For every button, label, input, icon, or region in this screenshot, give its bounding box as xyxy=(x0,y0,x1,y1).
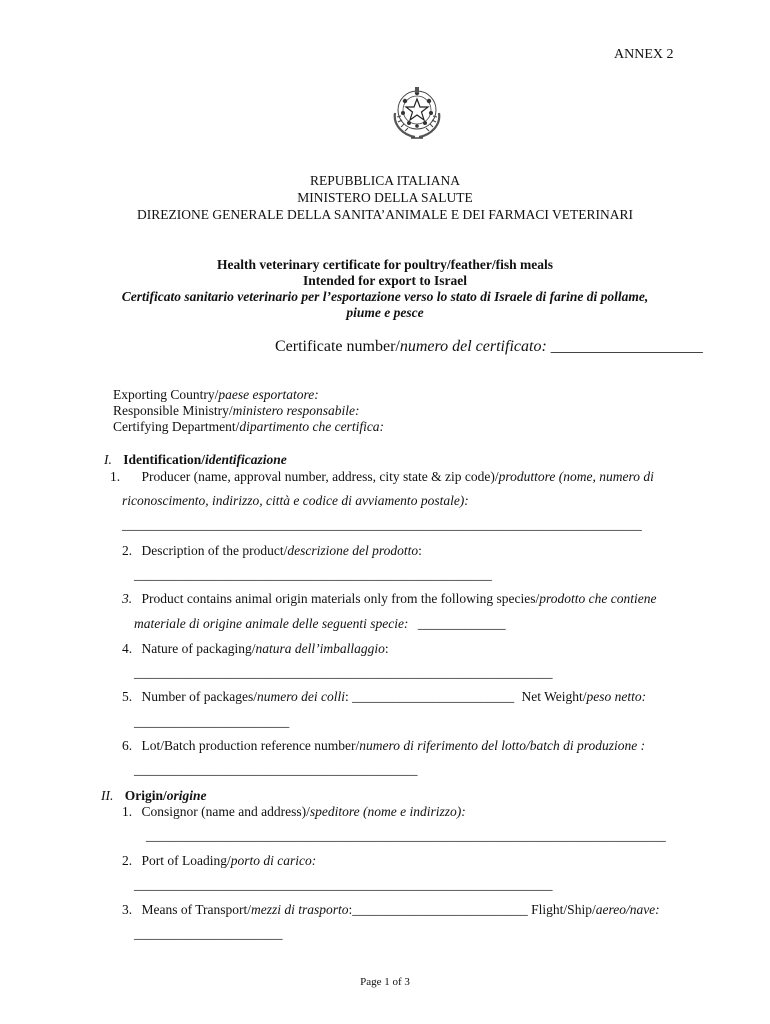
header-direction: DIREZIONE GENERALE DELLA SANITA’ANIMALE E DEI FARMACI VETERINARI xyxy=(137,207,633,222)
consignor-label: Consignor (name and address)/ xyxy=(141,804,310,819)
section-numeral: II. xyxy=(101,788,114,803)
product-description-field[interactable]: _____________________________________________________ xyxy=(134,567,492,582)
packaging-row xyxy=(122,641,389,657)
packages-row xyxy=(122,689,646,705)
port-of-loading-field[interactable]: ______________________________________________________________ xyxy=(134,877,553,892)
transport-label-it: mezzi di trasporto xyxy=(251,902,349,917)
colon: : xyxy=(348,902,353,917)
flight-ship-field[interactable]: ______________________ xyxy=(134,926,283,941)
producer-row xyxy=(110,469,654,485)
section-origin-heading xyxy=(101,788,207,804)
item-number: 3. xyxy=(122,591,133,606)
responsible-ministry-row xyxy=(113,403,360,419)
item-number: 3. xyxy=(122,902,133,917)
net-weight-label-it: peso netto: xyxy=(586,689,647,704)
transport-row xyxy=(122,902,660,918)
producer-label-it: produttore (nome, numero di xyxy=(498,469,654,484)
producer-field[interactable]: _____________________________________________________________________________ xyxy=(122,517,642,532)
item-number: 2. xyxy=(122,853,133,868)
exporting-country-label: Exporting Country/ xyxy=(113,387,219,402)
certificate-number-label-it: numero del certificato: xyxy=(399,338,547,355)
certificate-number-label-en: Certificate number/ xyxy=(275,338,400,355)
port-of-loading-row xyxy=(122,853,316,869)
flight-ship-label: Flight/Ship/ xyxy=(531,902,596,917)
lot-label-it: numero di riferimento del lotto/batch di produzione : xyxy=(359,738,646,753)
producer-label-it-continued: riconoscimento, indirizzo, città e codice di avviamento postale): xyxy=(122,493,469,508)
product-description-row xyxy=(122,543,422,559)
item-number: 5. xyxy=(122,689,133,704)
title-it-line1: Certificato sanitario veterinario per l’esportazione verso lo stato di Israele di farine di pollame, xyxy=(121,289,649,304)
item-number: 6. xyxy=(122,738,133,753)
section-heading-en: Origin/ xyxy=(124,788,167,803)
species-row xyxy=(122,591,657,607)
flight-ship-label-it: aereo/nave: xyxy=(595,902,660,917)
certifying-department-label-it: dipartimento che certifica: xyxy=(239,419,385,434)
product-description-label-it: descrizione del prodotto xyxy=(287,543,419,558)
packages-label: Number of packages/ xyxy=(141,689,257,704)
producer-label: Producer (name, approval number, address, city state & zip code)/ xyxy=(141,469,499,484)
page-number: Page 1 of 3 xyxy=(360,976,410,988)
species-field[interactable]: _____________ xyxy=(417,616,506,631)
certificate-number-row xyxy=(275,338,703,356)
lot-label: Lot/Batch production reference number/ xyxy=(141,738,360,753)
port-of-loading-label: Port of Loading/ xyxy=(141,853,231,868)
exporting-country-row xyxy=(113,387,319,403)
colon: : xyxy=(344,689,349,704)
certifying-department-row xyxy=(113,419,384,435)
colon: : xyxy=(384,641,389,656)
item-number: 1. xyxy=(110,469,121,484)
item-number: 4. xyxy=(122,641,133,656)
consignor-field[interactable]: _____________________________________________________________________________ xyxy=(146,828,666,843)
product-description-label: Description of the product/ xyxy=(141,543,288,558)
net-weight-label: Net Weight/ xyxy=(521,689,587,704)
section-heading-it: origine xyxy=(166,788,207,803)
title-en-line1: Health veterinary certificate for poultry/feather/fish meals xyxy=(216,257,554,272)
section-identification-heading xyxy=(104,452,287,468)
packages-label-it: numero dei colli xyxy=(256,689,345,704)
section-heading-it: identificazione xyxy=(205,452,287,467)
species-label-it-continued: materiale di origine animale delle seguenti specie: xyxy=(134,616,409,631)
consignor-row xyxy=(122,804,466,820)
lot-row xyxy=(122,738,645,754)
port-of-loading-label-it: porto di carico: xyxy=(230,853,317,868)
transport-field[interactable]: __________________________ xyxy=(352,902,528,917)
title-it-line2: piume e pesce xyxy=(346,305,424,320)
section-heading-en: Identification/ xyxy=(123,452,206,467)
annex-label: ANNEX 2 xyxy=(614,47,674,62)
species-label-it: prodotto che contiene xyxy=(539,591,657,606)
header-ministry: MINISTERO DELLA SALUTE xyxy=(297,190,473,205)
transport-label: Means of Transport/ xyxy=(141,902,252,917)
colon: : xyxy=(418,543,422,558)
item-number: 1. xyxy=(122,804,133,819)
species-label: Product contains animal origin materials only from the following species/ xyxy=(141,591,540,606)
packaging-label-it: natura dell’imballaggio xyxy=(255,641,385,656)
item-number: 2. xyxy=(122,543,133,558)
title-en-line2: Intended for export to Israel xyxy=(303,273,467,288)
packages-field[interactable]: ________________________ xyxy=(352,689,515,704)
section-numeral: I. xyxy=(104,452,112,467)
packaging-label: Nature of packaging/ xyxy=(141,641,256,656)
packaging-field[interactable]: ______________________________________________________________ xyxy=(134,665,553,680)
species-row-continued xyxy=(134,616,506,632)
italian-republic-emblem-icon xyxy=(389,83,445,141)
exporting-country-label-it: paese esportatore: xyxy=(218,387,319,402)
certifying-department-label: Certifying Department/ xyxy=(113,419,240,434)
consignor-label-it: speditore (nome e indirizzo): xyxy=(309,804,466,819)
net-weight-field[interactable]: _______________________ xyxy=(134,714,290,729)
lot-field[interactable]: __________________________________________ xyxy=(134,762,418,777)
header-republic: REPUBBLICA ITALIANA xyxy=(309,173,461,188)
responsible-ministry-label: Responsible Ministry/ xyxy=(113,403,233,418)
certificate-number-field[interactable]: ___________________ xyxy=(550,338,703,355)
responsible-ministry-label-it: ministero responsabile: xyxy=(232,403,360,418)
